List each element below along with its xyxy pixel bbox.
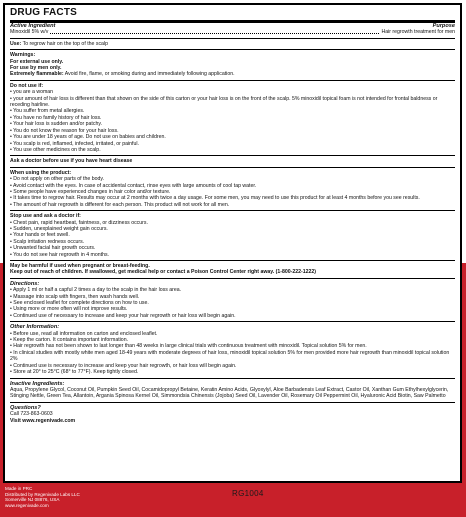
list-item: • Hair regrowth has not been shown to last longer than 48 weeks in large clinical trials with continuous treatment with minoxidil. Topical solution 5% for men.: [10, 343, 367, 350]
list-item: • Your hands or feet swell.: [10, 232, 70, 239]
children-warning: Keep out of reach of children. If swallowed, get medical help or contact a Poison Control Center right away. (1-800-222-1222): [10, 269, 317, 276]
flammable-label: Extremely flammable:: [10, 71, 64, 78]
list-item: • The amount of hair regrowth is different for each person. This product will not work for all men.: [10, 201, 230, 208]
use-label: Use:: [10, 40, 22, 47]
inactive-ingredients-section: [10, 381, 455, 400]
divider: [10, 278, 455, 279]
footer-line: Made in PRC: [5, 486, 33, 491]
active-ingredient-value: Minoxidil 5% w/v: [10, 29, 49, 36]
list-item: • Keep the carton. It contains important information.: [10, 337, 129, 344]
list-item: • Massage into scalp with fingers, then wash hands well.: [10, 293, 140, 300]
purpose-label: Purpose: [432, 23, 455, 29]
directions-title: Directions:: [10, 280, 40, 287]
ask-doctor-line: Ask a doctor before use if you have heart disease: [10, 158, 133, 165]
footer-line: Somerville NJ 08876, USA: [5, 497, 60, 503]
use-text: To regrow hair on the top of the scalp: [22, 40, 108, 47]
warnings-line: For external use only.: [10, 58, 64, 65]
list-item: • Avoid contact with the eyes. In case of accidental contact, rinse eyes with large amounts of cool tap water.: [10, 182, 257, 189]
inactive-ingredients-text: Aqua, Propylene Glycol, Coconut Oil, Pumpkin Seed Oil, Cocamidopropyl Betaine, Keratin Amino Acids, Glyoxylyl, Aloe Barbadensis Leaf Extract, Castor Oil, Xanthan Gum Ethylhexylglycerin, Stinging Nettle, Green Tea, Allantoin, Argania Spinosa Kernel Oil, Simmondsia Chinensis (Jojoba) Seed Oil, Lavender Oil, Rosemary Oil Peppermint Oil, Hyaluronic Acid Biotin, Saw Palmetto: [10, 386, 449, 400]
when-using-title: When using the product:: [10, 169, 72, 176]
drug-facts-title: DRUG FACTS: [10, 7, 77, 18]
questions-website[interactable]: Visit www.regenivade.com: [10, 417, 76, 424]
use-section: [10, 41, 455, 47]
flammable-line: [10, 71, 455, 77]
divider: [10, 402, 455, 403]
questions-section: [10, 405, 455, 424]
product-code: RG1004: [232, 489, 264, 498]
list-item: • your amount of hair loss is different than that shown on the side of this carton or your hair loss is on the front of the scalp. 5% minoxidil topical foam is not intended for frontal baldness or receding hairline.: [10, 95, 438, 109]
inactive-ingredients-title: Inactive Ingredients:: [10, 380, 65, 387]
list-item: • you are a woman: [10, 89, 54, 96]
divider: [10, 80, 455, 81]
divider: [10, 167, 455, 168]
list-item: • You suffer from metal allergies.: [10, 108, 85, 115]
list-item: • Using more or more often will not improve results.: [10, 306, 128, 313]
list-item: • Do not apply on other parts of the body.: [10, 176, 104, 183]
divider: [10, 378, 455, 379]
questions-title: Questions?: [10, 404, 41, 411]
footer-line: Distributed by Regenivade Labs LLC: [5, 491, 80, 497]
other-info-section: [10, 324, 455, 375]
flammable-text: Avoid fire, flame, or smoking during and immediately following application.: [64, 71, 235, 78]
dotted-leader: [50, 29, 379, 33]
divider: [10, 210, 455, 211]
footer-line: www.regenivade.com: [5, 502, 49, 508]
list-item: • You use other medicines on the scalp.: [10, 146, 101, 153]
footer: [5, 486, 455, 516]
list-item: • Before use, read all information on carton and enclosed leaflet.: [10, 330, 158, 337]
list-item: • You have no family history of hair loss.: [10, 114, 102, 121]
drug-facts-panel: [3, 3, 462, 483]
divider: [10, 49, 455, 50]
list-item: • You do not see hair regrowth in 4 months.: [10, 251, 109, 258]
divider: [10, 155, 455, 156]
other-info-title: Other Information:: [10, 324, 60, 331]
divider: [10, 321, 455, 322]
list-item: • Chest pain, rapid heartbeat, faintness, or dizziness occurs.: [10, 219, 148, 226]
when-using-section: [10, 170, 455, 208]
list-item: • Apply 1 ml or half a capful 2 times a day to the scalp in the hair loss area.: [10, 287, 182, 294]
list-item: • Your hair loss is sudden and/or patchy.: [10, 121, 102, 128]
do-not-use-section: [10, 83, 455, 153]
pregnancy-warning: May be harmful if used when pregnant or breast-feeding.: [10, 263, 150, 269]
list-item: • Continued use is necessary to increase and keep your hair regrowth, or hair loss will begin again.: [10, 362, 237, 369]
purpose-value: Hair regrowth treatment for men: [381, 29, 455, 36]
list-item: • Sudden, unexplained weight gain occurs.: [10, 225, 108, 232]
warnings-line: For use by men only.: [10, 65, 62, 72]
questions-phone: Call 723-863-0603: [10, 411, 53, 418]
list-item: • See enclosed leaflet for complete directions on how to use.: [10, 300, 149, 307]
stop-use-title: Stop use and ask a doctor if:: [10, 213, 81, 220]
active-ingredient-row: [10, 29, 455, 35]
list-item: • You do not know the reason for your hair loss.: [10, 127, 119, 134]
active-ingredient-label: Active Ingredient: [10, 23, 56, 29]
list-item: • Store at 20° to 25°C (68° to 77°F). Keep tightly closed.: [10, 369, 139, 376]
list-item: • Some people have experienced changes in hair color and/or texture.: [10, 188, 171, 195]
list-item: • Scalp irritation redness occurs.: [10, 238, 85, 245]
list-item: • In clinical studies with mostly white men aged 18-49 years with moderate degrees of hair loss, minoxidil topical solution 5% for men provided more hair regrowth than minoxidil topical solution 2%: [10, 349, 450, 363]
warnings-section: [10, 52, 455, 78]
do-not-use-title: Do not use if:: [10, 82, 44, 89]
list-item: • It takes time to regrow hair. Results may occur at 2 months with twice a day usage. For some men, you may need to use this product for at least 4 months before you see results.: [10, 195, 420, 202]
warnings-title: Warnings:: [10, 52, 36, 59]
list-item: • You scalp is red, inflamed, infected, irritated, or painful.: [10, 140, 139, 147]
list-item: • Unwanted facial hair growth occurs.: [10, 245, 96, 252]
divider: [10, 38, 455, 39]
stop-use-section: [10, 213, 455, 258]
list-item: • Continued use of necessary to increase and keep your hair regrowth or hair loss will begin again.: [10, 312, 236, 319]
list-item: • You are under 18 years of age. Do not use on babies and children.: [10, 134, 166, 141]
divider: [10, 260, 455, 261]
directions-section: [10, 281, 455, 319]
